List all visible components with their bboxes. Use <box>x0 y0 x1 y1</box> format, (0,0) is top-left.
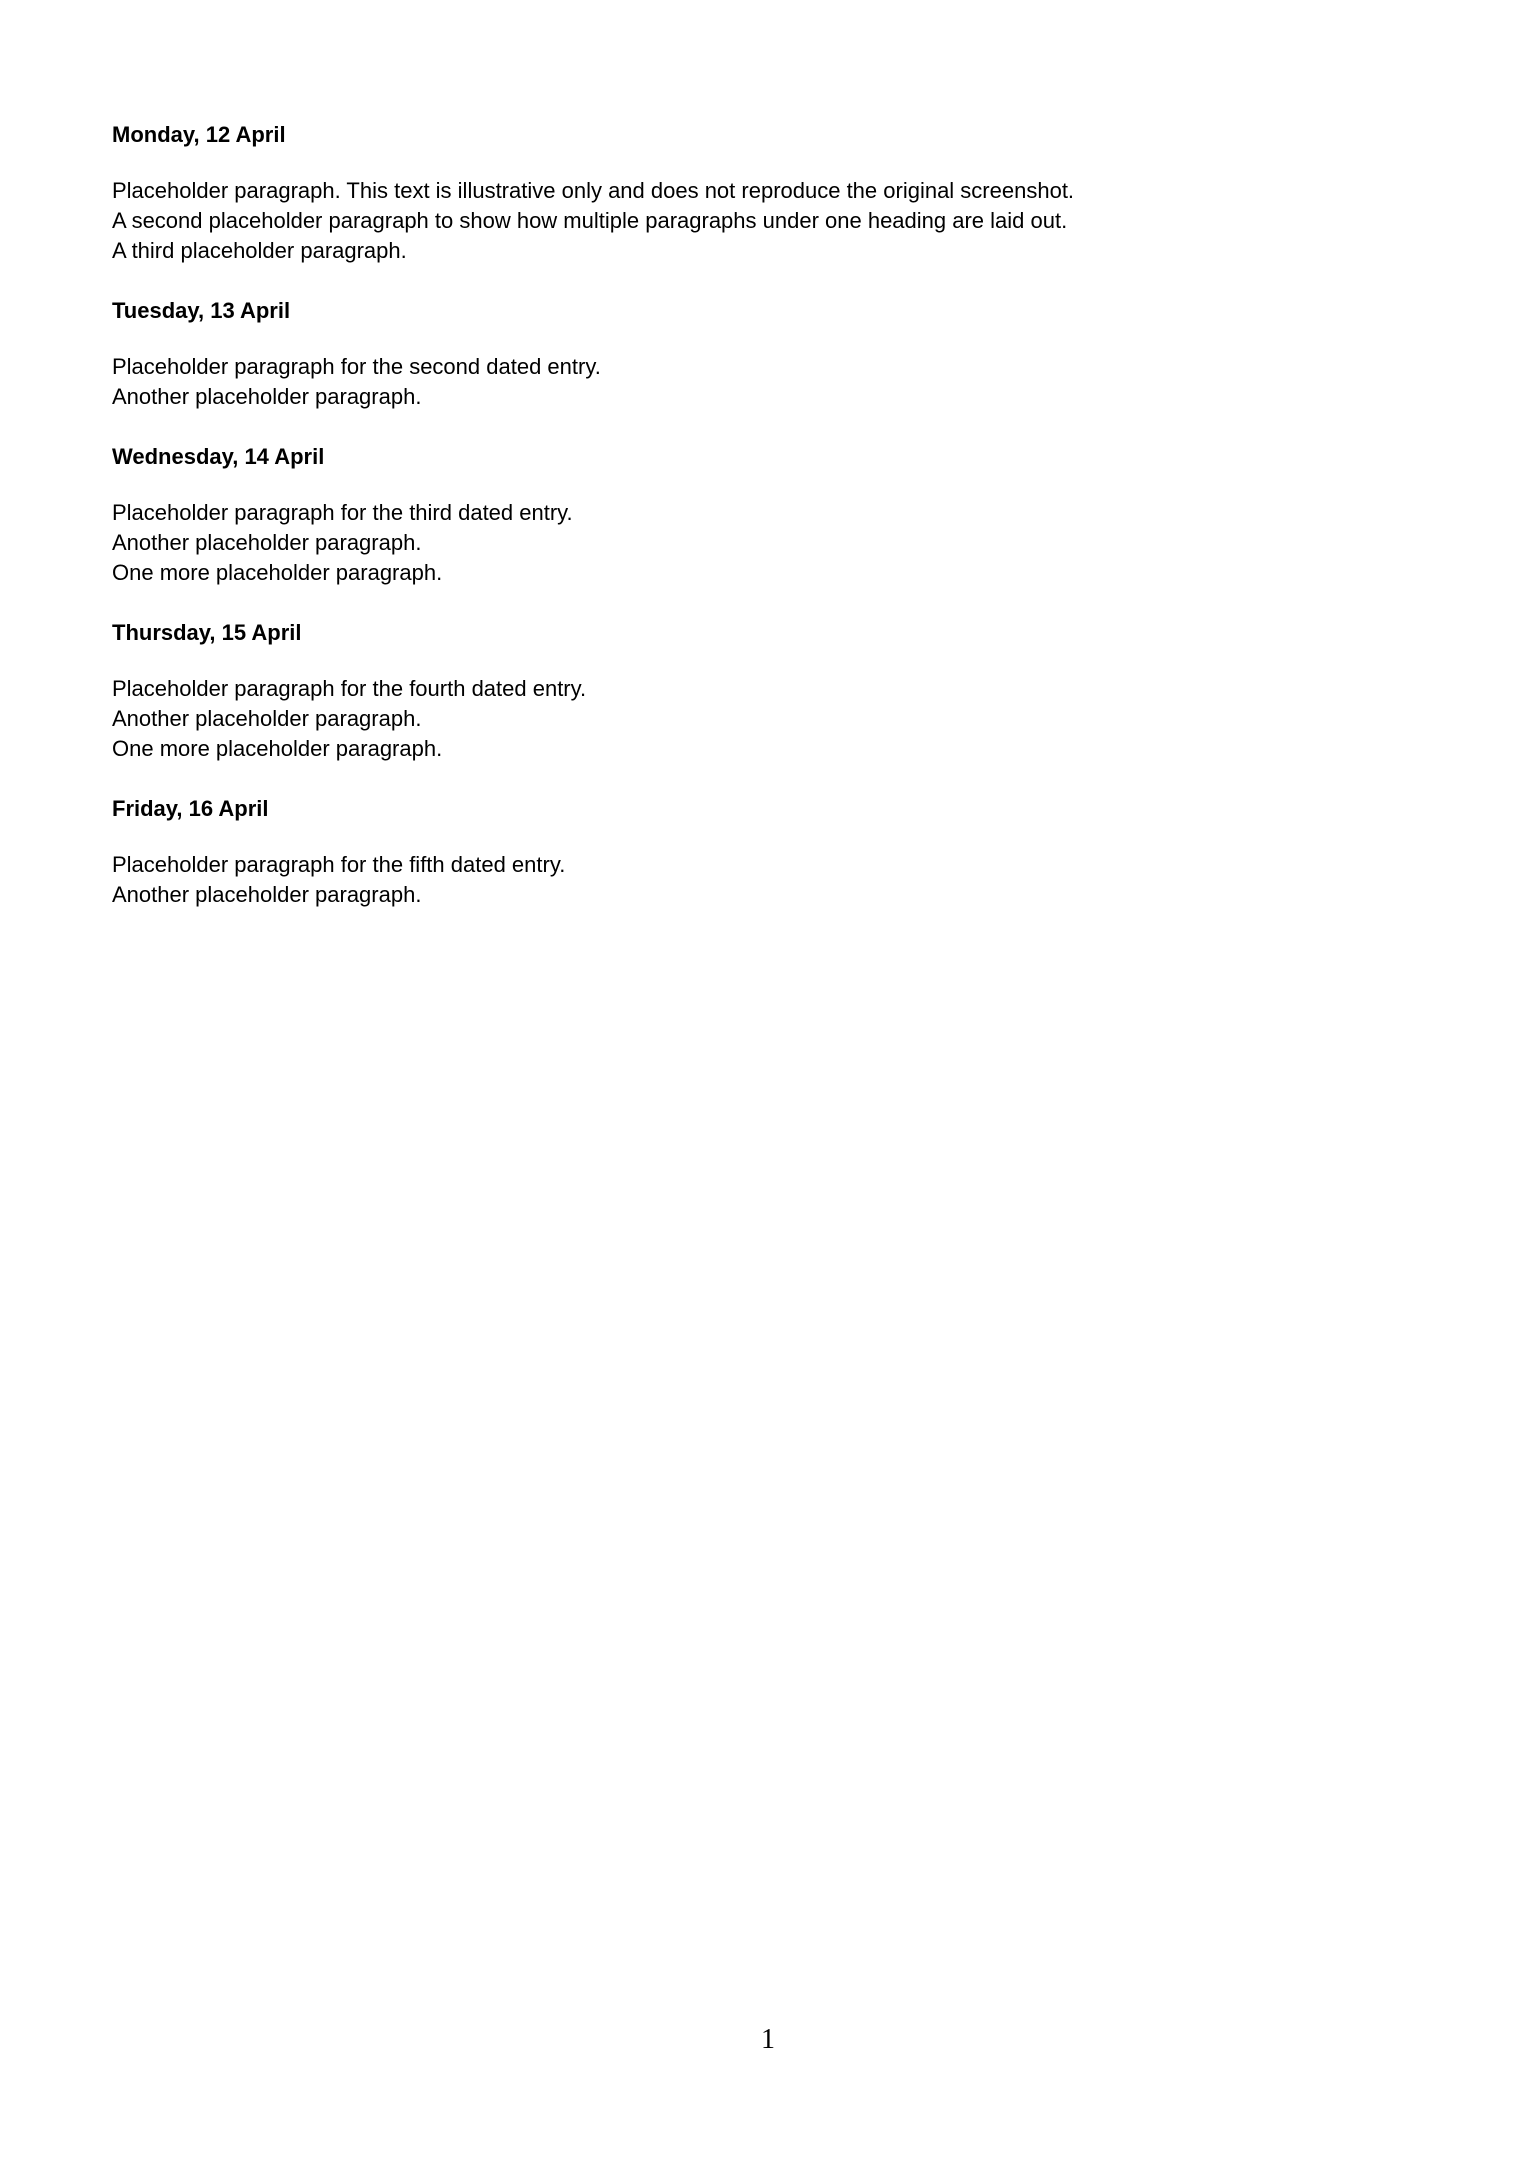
entry-body <box>112 498 1424 588</box>
entry-date-heading: Tuesday, 13 April <box>112 298 291 323</box>
entry-paragraph: Placeholder paragraph for the third dated entry. <box>112 500 573 525</box>
entry-paragraph: One more placeholder paragraph. <box>112 560 443 585</box>
entry-paragraph: Another placeholder paragraph. <box>112 882 422 907</box>
entry-paragraph: A third placeholder paragraph. <box>112 238 407 263</box>
entry-paragraph: A second placeholder paragraph to show how multiple paragraphs under one heading are laid out. <box>112 208 1068 233</box>
entry-paragraph: Another placeholder paragraph. <box>112 706 422 731</box>
entry-paragraph: Another placeholder paragraph. <box>112 530 422 555</box>
entry-paragraph: Placeholder paragraph for the fifth dated entry. <box>112 852 566 877</box>
diary-entry <box>112 442 1424 588</box>
entry-body <box>112 850 1424 910</box>
entry-paragraph: Placeholder paragraph. This text is illustrative only and does not reproduce the original screenshot. <box>112 178 1075 203</box>
entry-paragraph: One more placeholder paragraph. <box>112 736 443 761</box>
entry-date-heading: Friday, 16 April <box>112 796 269 821</box>
diary-entry <box>112 296 1424 412</box>
entry-date-heading: Wednesday, 14 April <box>112 444 325 469</box>
page-number: 1 <box>761 2024 775 2055</box>
diary-entry <box>112 618 1424 764</box>
entry-body <box>112 674 1424 764</box>
diary-entry <box>112 120 1424 266</box>
entry-date-heading: Monday, 12 April <box>112 122 286 147</box>
diary-entry <box>112 794 1424 910</box>
entry-paragraph: Placeholder paragraph for the second dated entry. <box>112 354 601 379</box>
entry-paragraph: Placeholder paragraph for the fourth dated entry. <box>112 676 587 701</box>
entry-body <box>112 352 1424 412</box>
entry-body <box>112 176 1424 266</box>
entry-date-heading: Thursday, 15 April <box>112 620 302 645</box>
entry-paragraph: Another placeholder paragraph. <box>112 384 422 409</box>
entries-container <box>112 120 1424 910</box>
